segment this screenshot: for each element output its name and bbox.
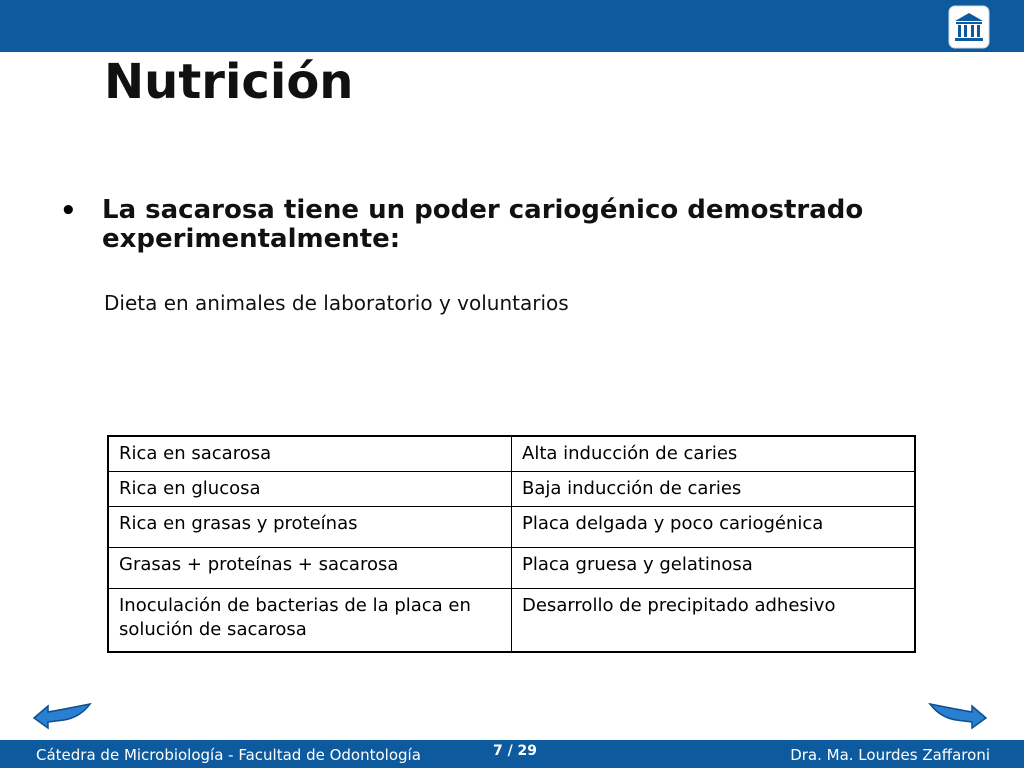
diet-table [107, 435, 916, 653]
subtext: Dieta en animales de laboratorio y voluntarios [104, 291, 569, 315]
header-bar [0, 0, 1024, 52]
table-cell: Placa gruesa y gelatinosa [512, 548, 916, 589]
table-row [108, 472, 915, 507]
page-number: 7 / 29 [492, 743, 538, 759]
footer-author: Dra. Ma. Lourdes Zaffaroni [790, 746, 990, 764]
table-cell: Placa delgada y poco cariogénica [512, 507, 916, 548]
arrow-right-icon[interactable] [928, 700, 988, 730]
table-cell: Baja inducción de caries [512, 472, 916, 507]
table-cell: Rica en glucosa [108, 472, 512, 507]
table-row [108, 589, 915, 653]
table-row [108, 436, 915, 472]
table-cell: Inoculación de bacterias de la placa en solución de sacarosa [108, 589, 512, 653]
table-cell: Alta inducción de caries [512, 436, 916, 472]
arrow-left-icon[interactable] [32, 700, 92, 730]
table-cell: Rica en sacarosa [108, 436, 512, 472]
slide-title: Nutrición [104, 54, 354, 110]
table-cell: Grasas + proteínas + sacarosa [108, 548, 512, 589]
bullet-text: La sacarosa tiene un poder cariogénico demostrado experimentalmente: [102, 195, 864, 254]
table-row [108, 548, 915, 589]
table-row [108, 507, 915, 548]
table-cell: Desarrollo de precipitado adhesivo [512, 589, 916, 653]
bullet-dot-icon: • [60, 196, 77, 226]
table-cell: Rica en grasas y proteínas [108, 507, 512, 548]
footer-department: Cátedra de Microbiología - Facultad de Odontología [36, 746, 421, 764]
university-building-icon [948, 5, 990, 49]
